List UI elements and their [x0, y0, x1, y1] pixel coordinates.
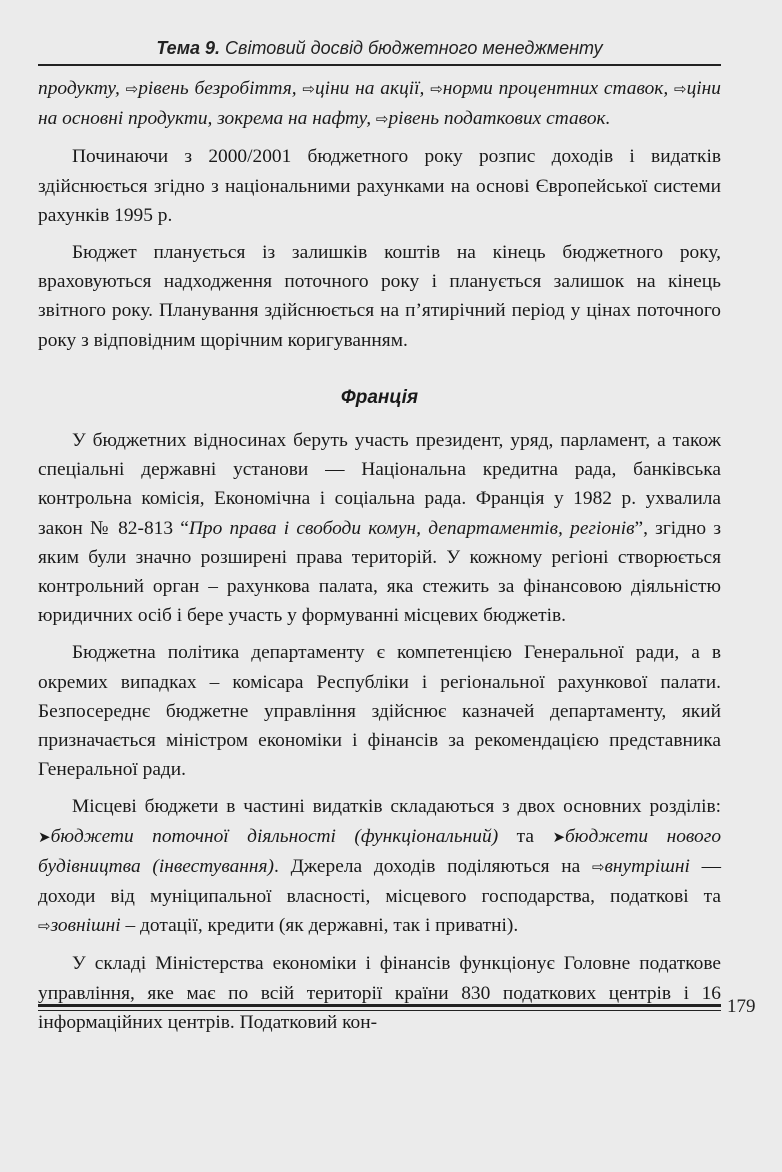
running-header [38, 38, 721, 59]
intro-item-3: ціни на акції, [314, 78, 431, 99]
footer-rule-thin [38, 1010, 721, 1011]
paragraph-france-participants [38, 426, 721, 630]
intro-item-4: норми процентних ставок, [442, 78, 675, 99]
right-arrow-icon: ⇨ [430, 80, 443, 98]
page-content [38, 74, 721, 1037]
paragraph-local-budgets [38, 792, 721, 941]
intro-item-2: рівень безробіття, [138, 78, 303, 99]
france-p3-g: — доходи від муніципальної власності, місцевого господарства, податкові та [38, 855, 721, 908]
paragraph-tax-administration: У складі Міністерства економіки і фінансів функціонує Головне податкове управління, яке має по всій території країни 830 податкових центрів і 16 інформаційних центрів. Податковий кон- [38, 953, 721, 1033]
page-number: 179 [727, 996, 756, 1017]
france-p3-c: та [498, 825, 553, 847]
right-arrow-icon: ⇨ [375, 110, 389, 129]
internal-revenue-term: внутрішні [604, 855, 690, 877]
footer-rule-thick [38, 1004, 721, 1007]
france-p3-a: Місцеві бюджети в частині видатків складаються з двох основних розділів: [72, 796, 721, 818]
paragraph-budget-accounts: Починаючи з 2000/2001 бюджетного року розпис доходів і видатків здійснюється згідно з національними рахунками на основі Європейської системи рахунків 1995 р. [38, 146, 721, 226]
right-arrow-icon: ⇨ [674, 80, 687, 98]
pointer-icon: ➤ [552, 827, 566, 846]
right-arrow-icon: ⇨ [125, 80, 139, 98]
header-rule [38, 64, 721, 66]
right-arrow-icon: ⇨ [591, 857, 605, 876]
right-arrow-icon: ⇨ [302, 80, 315, 98]
current-activity-budget: бюджети поточної діяльності (функціональний) [50, 825, 499, 847]
france-p3-e: . Джерела доходів поділяються на [274, 855, 592, 877]
france-p1-end: ”, згідно з яким були значно розширені права територій. У кожному регіоні створюється контрольний орган – рахункова палата, яка стежить за фінансовою діяльністю юридичних осіб і бере участь у формуванні місцевих бюджетів. [38, 517, 722, 627]
pointer-icon: ➤ [38, 827, 51, 846]
section-heading-france: Франція [340, 386, 419, 408]
header-title: Світовий досвід бюджетного менеджменту [220, 38, 603, 58]
header-topic: Тема 9. [156, 38, 221, 58]
intro-item-6: рівень податкових ставок. [388, 108, 611, 130]
intro-item-1: продукту, [38, 78, 126, 99]
law-title: Про права і свободи комун, департаментів, регіонів [188, 517, 635, 539]
paragraph-department-policy: Бюджетна політика департаменту є компетенцією Генеральної ради, а в окремих випадках – комісара Республіки і регіональної рахункової палати. Безпосереднє бюджетне управління здійснює казначей департаменту, який призначається міністром економіки і фінансів за рекомендацією представника Генеральної ради. [38, 642, 721, 781]
france-p3-i: – дотації, кредити (як державні, так і приватні). [120, 915, 519, 937]
paragraph-budget-planning: Бюджет планується із залишків коштів на кінець бюджетного року, враховуються надходження поточного року і планується залишок на кінець звітного року. Планування здійснюється на п’ятирічний період у цінах поточного року з відповідним щорічним коригуванням. [38, 242, 721, 351]
new-construction-budget: бюджети нового будівництва (інвестування) [38, 825, 722, 877]
intro-item-5: ціни на основні продукти, зокрема на нафту, [38, 78, 721, 130]
intro-list-continuation [38, 74, 721, 134]
external-revenue-term: зовнішні [50, 915, 121, 937]
right-arrow-icon: ⇨ [38, 917, 51, 936]
france-p1-start: У бюджетних відносинах беруть участь президент, уряд, парламент, а також спеціальні державні установи — Національна кредитна рада, банківська контрольна комісія, Економічна і соціальна рада. Франція у 1982 р. ухвалила закон № 82-813 “ [38, 430, 721, 539]
